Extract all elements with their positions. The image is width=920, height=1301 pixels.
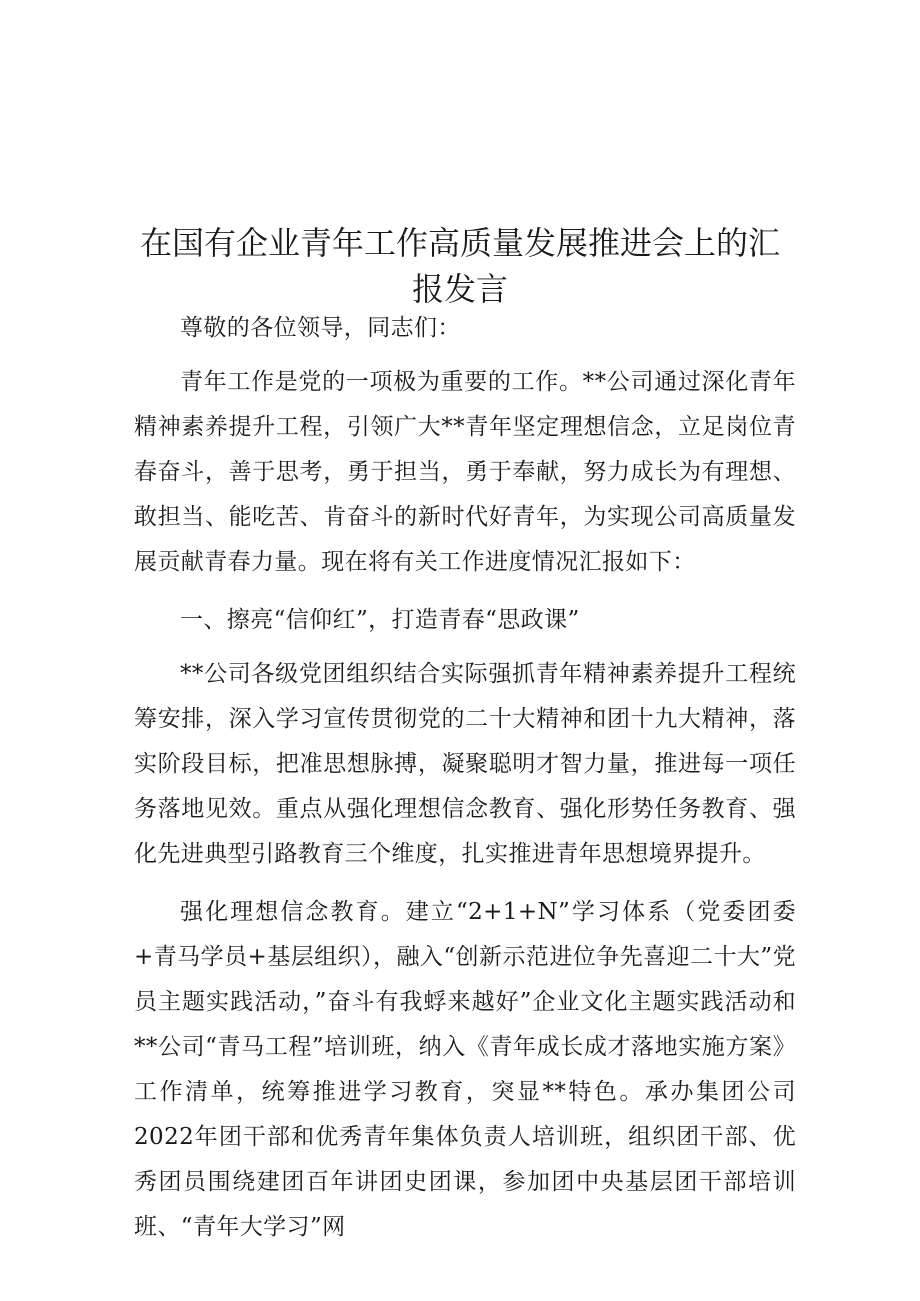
section-heading-1: 一、擦亮“信仰红”，打造青春“思政课”	[180, 607, 580, 633]
section-1-paragraph-1: **公司各级党团组织结合实际强抓青年精神素养提升工程统筹安排，深入学习宣传贯彻党的二十大精神和团十九大精神，落实阶段目标，把准思想脉搏，凝聚聪明才智力量，推进每一项任务落地见效。重点从强化理想信念教育、强化形势任务教育、强化先进典型引路教育三个维度，扎实推进青年思想境界提升。	[134, 661, 796, 867]
section-1-paragraph-2: 强化理想信念教育。建立“2+1+N”学习体系（党委团委+青马学员+基层组织），融入“创新示范进位争先喜迎二十大”党员主题实践活动，”奋斗有我蜉来越好”企业文化主题实践活动和**公司“青马工程”培训班，纳入《青年成长成才落地实施方案》工作清单，统筹推进学习教育，突显**特色。承办集团公司2022年团干部和优秀青年集体负责人培训班，组织团干部、优秀团员围绕建团百年讲团史团课，参加团中央基层团干部培训班、“青年大学习”网	[134, 899, 796, 1240]
intro-paragraph: 青年工作是党的一项极为重要的工作。**公司通过深化青年精神素养提升工程，引领广大**青年坚定理想信念，立足岗位青春奋斗，善于思考，勇于担当，勇于奉献，努力成长为有理想、敢担当、能吃苦、肯奋斗的新时代好青年，为实现公司高质量发展贡献青春力量。现在将有关工作进度情况汇报如下：	[134, 369, 796, 575]
salutation: 尊敬的各位领导，同志们：	[180, 315, 461, 341]
document-title	[120, 220, 800, 312]
title-line-1: 在国有企业青年工作高质量发展推进会上的汇	[139, 224, 780, 262]
document-body	[134, 306, 796, 1263]
title-line-2: 报发言	[411, 270, 508, 308]
